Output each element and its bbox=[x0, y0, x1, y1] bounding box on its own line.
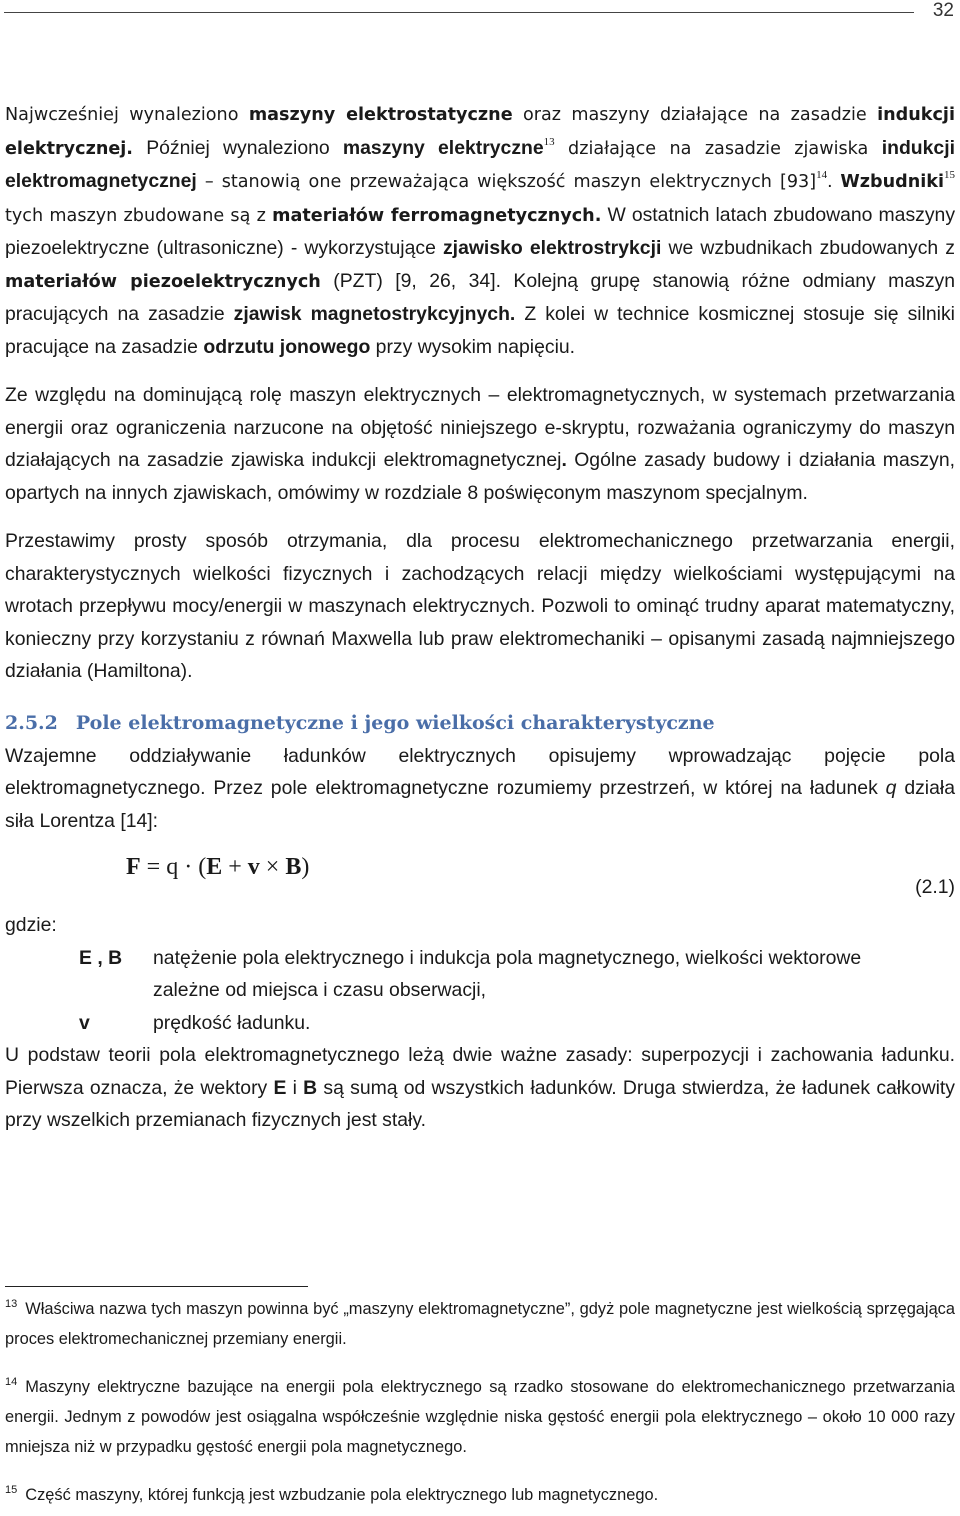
paragraph-principles bbox=[5, 1039, 955, 1137]
footnote-text: Maszyny elektryczne bazujące na energii pola elektrycznego są rzadko stosowane do elektromechanicznego przetwarzania energii. Jednym z powodów jest osiągalna współcześnie względnie niska gęstość energii pola elektrycznego – około 10 000 razy mniejsza niż w przypadku gęstość energii pola magnetycznego. bbox=[5, 1378, 955, 1456]
footnote-number: 14 bbox=[5, 1376, 18, 1388]
text: Najwcześniej wynaleziono bbox=[5, 105, 249, 125]
footnote-ref-13[interactable]: 13 bbox=[543, 135, 555, 148]
variable-description: zależne od miejsca i czasu obserwacji, bbox=[153, 979, 487, 1001]
where-label: gdzie: bbox=[5, 914, 57, 936]
text: działa siła Lorentza [14]: bbox=[5, 777, 955, 832]
text: oraz maszyny działające na zasadzie bbox=[512, 105, 878, 125]
bold-term: materiałów ferromagnetycznych. bbox=[272, 205, 602, 226]
footnote-ref-15[interactable]: 15 bbox=[944, 169, 955, 181]
bold-term: maszyny elektryczne bbox=[342, 136, 544, 159]
bold-term: B bbox=[303, 1076, 318, 1099]
bold-term: materiałów piezoelektrycznych bbox=[5, 271, 321, 292]
text: Ze względu na dominującą rolę maszyn elektrycznych – elektromagnetycznych, w systemach przetwarzania energii oraz ograniczenia narzucone na objętość niniejszego e-skryptu, rozważania ograniczymy do maszyn działających na zasadzie zjawiska indukcji elektromagnetycznej bbox=[5, 384, 955, 471]
text: i bbox=[286, 1076, 304, 1099]
variable-description: natężenie pola elektrycznego i indukcja pola magnetycznego, wielkości wektorowe bbox=[153, 946, 862, 969]
variable-row bbox=[5, 1007, 955, 1040]
text: (PZT) [9, 26, 34]. Kolejną grupę stanowią różne odmiany maszyn pracujących na zasadzie bbox=[5, 269, 955, 325]
text: Z kolei w technice kosmicznej stosuje się silniki pracujące na zasadzie bbox=[5, 303, 955, 358]
variable-description: prędkość ładunku. bbox=[153, 1011, 311, 1034]
bold-term: . bbox=[561, 449, 567, 471]
variable-symbol: v bbox=[79, 1011, 90, 1034]
variable-row bbox=[5, 942, 955, 1007]
variable-symbol: E , B bbox=[79, 946, 123, 969]
text: U podstaw teorii pola elektromagnetycznego leżą dwie ważne zasady: superpozycji i zachowania ładunku. Pierwsza oznacza, że wektory bbox=[5, 1044, 955, 1099]
text: przy wysokim napięciu. bbox=[370, 335, 576, 358]
bold-term: maszyny elektrostatyczne bbox=[248, 105, 513, 125]
bold-term: E bbox=[273, 1076, 287, 1099]
equation-number: (2.1) bbox=[915, 876, 955, 898]
section-number: 2.5.2 bbox=[5, 711, 58, 734]
text: działające na zasadzie zjawiska bbox=[554, 138, 882, 159]
bold-term: odrzutu jonowego bbox=[203, 335, 371, 358]
footnotes bbox=[5, 1294, 955, 1510]
section-heading bbox=[5, 708, 955, 738]
footnote-13 bbox=[5, 1294, 955, 1354]
bold-term: indukcji elektrycznej. bbox=[5, 105, 955, 159]
footnote-15 bbox=[5, 1480, 955, 1510]
text: Później wynaleziono bbox=[133, 136, 343, 159]
paragraph-scope bbox=[5, 379, 955, 509]
italic-symbol: q bbox=[885, 777, 897, 799]
section-title: Pole elektromagnetyczne i jego wielkości charakterystyczne bbox=[75, 711, 715, 734]
main-content bbox=[5, 98, 955, 1137]
text: Ogólne zasady budowy i działania maszyn, opartych na innych zjawiskach, omówimy w rozdziale 8 poświęconym maszynom specjalnym. bbox=[5, 449, 955, 504]
footnote-number: 13 bbox=[5, 1298, 18, 1310]
footnote-ref-14[interactable]: 14 bbox=[816, 169, 828, 181]
footnote-14 bbox=[5, 1372, 955, 1462]
header-rule bbox=[4, 12, 914, 13]
page-number: 32 bbox=[932, 0, 954, 21]
text: Wzajemne oddziaływanie ładunków elektrycznych opisujemy wprowadzając pojęcie pola elektromagnetycznego. Przez pole elektromagnetyczne rozumiemy przestrzeń, w której na ładunek bbox=[5, 744, 955, 799]
text: – stanowią one przeważająca większość maszyn elektrycznych [93] bbox=[196, 172, 817, 192]
footnote-text: Część maszyny, której funkcją jest wzbudzanie pola elektrycznego lub magnetycznego. bbox=[25, 1486, 659, 1504]
equation-lorentz-force bbox=[5, 851, 955, 909]
bold-term: Wzbudniki bbox=[840, 172, 944, 192]
text: tych maszyn zbudowane są z bbox=[5, 205, 273, 226]
paragraph-field-definition bbox=[5, 740, 955, 838]
paragraph-machine-types bbox=[5, 98, 955, 363]
equation-formula: F = q · (E + v × B) bbox=[126, 854, 310, 880]
footnote-text: Właściwa nazwa tych maszyn powinna być „maszyny elektromagnetyczne”, gdyż pole magnetyczne jest wielkością sprzęgająca proces elektromechanicznej przemiany energii. bbox=[5, 1300, 955, 1348]
footnote-number: 15 bbox=[5, 1484, 18, 1496]
bold-term: zjawisko elektrostrykcji bbox=[442, 237, 662, 259]
footnote-separator bbox=[5, 1286, 308, 1287]
text: we wzbudnikach zbudowanych z bbox=[661, 237, 955, 259]
text: . bbox=[827, 170, 841, 192]
bold-term: zjawisk magnetostrykcyjnych. bbox=[233, 303, 516, 325]
text: są sumą od wszystkich ładunków. Druga stwierdza, że ładunek całkowity przy wszelkich przemianach fizycznych jest stały. bbox=[5, 1076, 955, 1131]
paragraph-method: Przestawimy prosty sposób otrzymania, dla procesu elektromechanicznego przetwarzania energii, charakterystycznych wielkości fizycznych i zachodzących relacji między wielkościami występującymi na wrotach przepływu mocy/energii w maszynach elektrycznych. Pozwoli to ominąć trudny aparat matematyczny, konieczny przy korzystaniu z równań Maxwella lub praw elektromechaniki – opisanymi zasadą najmniejszego działania (Hamiltona). bbox=[5, 530, 955, 682]
text: W ostatnich latach zbudowano maszyny piezoelektryczne (ultrasoniczne) - wykorzystujące bbox=[5, 203, 956, 259]
bold-term: indukcji elektromagnetycznej bbox=[5, 136, 955, 192]
